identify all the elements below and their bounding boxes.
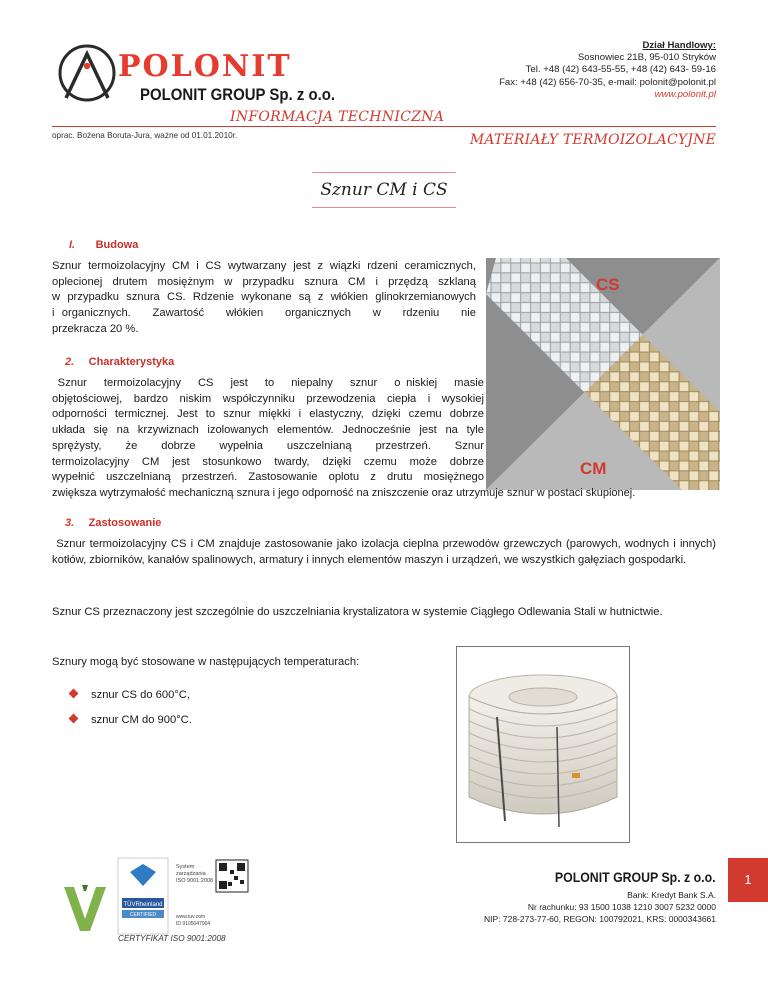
brand-name: POLONIT bbox=[118, 49, 292, 84]
cert-badge-line: System bbox=[176, 864, 195, 870]
polonit-logo-icon bbox=[56, 42, 118, 104]
bullet-icon bbox=[69, 714, 79, 724]
text-line: i organicznych. Zawartość włókien organicznych w rdzeniu nie bbox=[52, 307, 476, 320]
header-divider bbox=[52, 126, 716, 127]
section-3-paragraph-3: Sznury mogą być stosowane w następujących temperaturach: bbox=[52, 656, 360, 668]
text-line: objętościowej, bardzo niskim współczynniku przewodzenia ciepła i wysokiej bbox=[52, 392, 484, 405]
footer-brand: POLONIT GROUP Sp. z o.o. bbox=[555, 869, 716, 885]
cert-badge-line: ISO 9001:2008 bbox=[176, 878, 214, 884]
list-item bbox=[70, 688, 190, 703]
bullet-icon bbox=[69, 689, 79, 699]
text-line: wypełnić uszczelnianą przestrzeń. Zastosowanie oplotu z drutu mosiężnego bbox=[52, 471, 484, 484]
info-title: INFORMACJA TECHNICZNA bbox=[230, 109, 445, 125]
cm-label: CM bbox=[580, 459, 607, 478]
cert-url-line: ID 9105047904 bbox=[176, 921, 211, 927]
list-item-text: sznur CM do 900°C. bbox=[91, 714, 192, 726]
section-2-last-line: zwiększa wytrzymałość mechaniczną sznura i jego odporność na zniszczenie oraz utrzymuje sznur w postaci skupionej. bbox=[52, 487, 636, 499]
text-line: odporności termicznej. Jest to sznur miękki i elastyczny, dzięki czemu dobrze bbox=[52, 408, 484, 421]
footer-company-details bbox=[396, 889, 716, 925]
text-line: Sznur termoizolacyjny CS jest to niepalny sznur o niskiej masie bbox=[52, 377, 484, 389]
section-1-text bbox=[52, 259, 476, 338]
text-line: sprężysty, że dobrze wypełnia uszczelnianą przestrzeń. Sznur bbox=[52, 439, 484, 452]
certificate-caption: CERTYFIKAT ISO 9001:2008 bbox=[118, 934, 226, 943]
page-number: 1 bbox=[728, 858, 768, 902]
text-line: Sznur termoizolacyjny CM i CS wytwarzany jest z wiązki rdzeni ceramicznych, bbox=[52, 260, 476, 272]
section-heading-2 bbox=[65, 352, 174, 370]
tuv-certificate-icon bbox=[116, 856, 254, 936]
text-line: układa się na krzywiznach izolowanych elementów. Jednocześnie jest na tyle bbox=[52, 424, 484, 437]
text-line: przekracza 20 %. bbox=[52, 322, 139, 335]
section-title: Zastosowanie bbox=[88, 517, 162, 529]
footer-line: NIP: 728-273-77-60, REGON: 100792021, KRS: 0000343661 bbox=[483, 914, 716, 924]
vt-logo-icon bbox=[62, 883, 108, 933]
section-number: I. bbox=[69, 239, 76, 251]
category-title: MATERIAŁY TERMOIZOLACYJNE bbox=[469, 132, 716, 148]
section-3-paragraph-1: Sznur termoizolacyjny CS i CM znajduje zastosowanie jako izolacja cieplna przewodów grzewczych (parowych, wodnych i innych) kotłów, zbiorników, kanałów spalinowych, armatury i innych elementów maszyn i urządzeń, we wszystkich gałęziach gospodarki. bbox=[52, 538, 720, 566]
text-line: termoizolacyjny CM jest stosunkowo twardy, dzięki czemu może dobrze bbox=[52, 455, 484, 468]
text-line: w przypadku sznura CS. Rdzenie wykonane są z włókien glinokrzemianowych bbox=[52, 291, 476, 304]
rope-photo bbox=[486, 258, 720, 490]
section-number: 3. bbox=[65, 517, 75, 529]
list-item-text: sznur CS do 600°C, bbox=[91, 689, 190, 701]
contact-line: Fax: +48 (42) 656-70-35, e-mail: polonit@polonit.pl bbox=[499, 76, 716, 88]
section-heading-1 bbox=[69, 235, 138, 253]
tuv-certified-label: CERTIFIED bbox=[129, 912, 157, 918]
cert-url-line: www.tuv.com bbox=[176, 914, 206, 920]
document-title: Sznur CM i CS bbox=[320, 180, 448, 200]
qr-code-icon bbox=[216, 860, 248, 892]
tuv-name: TÜVRheinland bbox=[123, 902, 163, 908]
contact-line: Sosnowiec 21B, 95-010 Stryków bbox=[577, 52, 716, 64]
sales-contact bbox=[376, 40, 716, 101]
rope-coil-photo bbox=[456, 646, 630, 843]
contact-line: Tel. +48 (42) 643-55-55, +48 (42) 643- 59-16 bbox=[525, 64, 716, 76]
section-title: Charakterystyka bbox=[88, 356, 175, 368]
section-heading-3 bbox=[65, 513, 161, 531]
author-note: oprac. Bożena Boruta-Jura, ważne od 01.01.2010r. bbox=[52, 131, 238, 140]
section-title: Budowa bbox=[95, 239, 139, 251]
footer-line: Nr rachunku: 93 1500 1038 1210 3007 5232 0000 bbox=[527, 902, 716, 912]
section-3-paragraph-2: Sznur CS przeznaczony jest szczególnie do uszczelniania krystalizatora w systemie Ciągłego Odlewania Stali w hutnictwie. bbox=[52, 606, 663, 618]
contact-heading: Dział Handlowy: bbox=[642, 40, 716, 51]
section-2-text bbox=[52, 376, 484, 486]
website-link[interactable]: www.polonit.pl bbox=[654, 88, 716, 100]
list-item bbox=[70, 713, 192, 728]
footer-line: Bank: Kredyt Bank S.A. bbox=[627, 890, 716, 900]
section-number: 2. bbox=[65, 356, 75, 368]
brand-subtitle: POLONIT GROUP Sp. z o.o. bbox=[140, 85, 336, 104]
cs-label: CS bbox=[596, 275, 620, 294]
cert-badge-line: zarządzania bbox=[176, 871, 206, 877]
text-line: oplecionej drutem mosiężnym w przypadku sznura CM i przędzą szklaną bbox=[52, 275, 476, 288]
iso-certificate-badge bbox=[116, 856, 254, 938]
